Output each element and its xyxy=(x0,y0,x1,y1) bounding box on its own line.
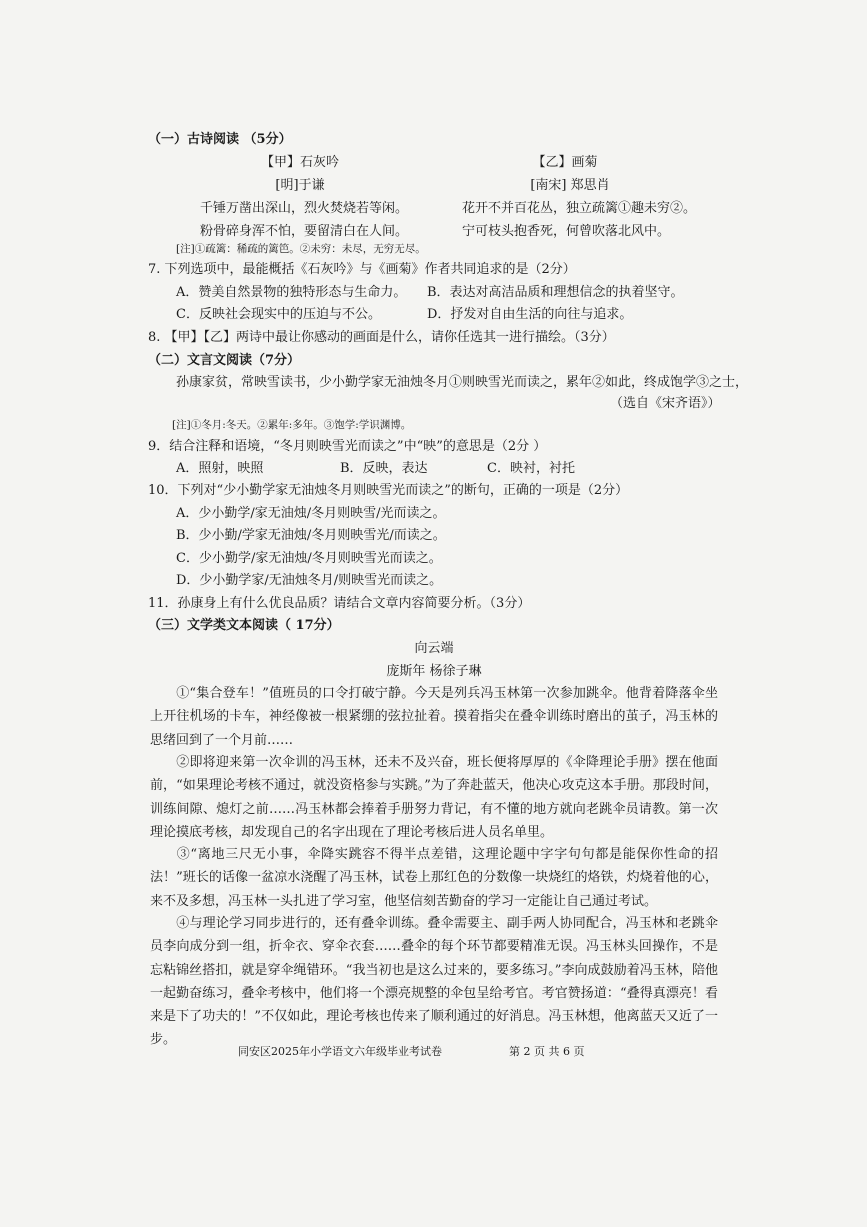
poem-note: [注]①疏篱：稀疏的篱笆。②未穷：未尽，无穷无尽。 xyxy=(176,243,426,255)
classical-source: （选自《宋齐语》） xyxy=(610,396,721,411)
story-paragraph-1-text: ①“集合登车！”值班员的口令打破宁静。今天是列兵冯玉林第一次参加跳伞。他背着降落伞坐上开往机场的卡车，神经像被一根紧绷的弦拉扯着。摸着指尖在叠伞训练时磨出的茧子，冯玉林的思绪回到了一个月前…… xyxy=(150,686,718,748)
story-paragraph-4-text: ④与理论学习同步进行的，还有叠伞训练。叠伞需要主、副手两人协同配合，冯玉林和老跳伞员李向成分到一组，折伞衣、穿伞衣套……叠伞的每个环节都要精准无误。冯玉林头回操作，不是忘粘锦丝搭扣，就是穿伞绳错环。“我当初也是这么过来的，要多练习。”李向成鼓励着冯玉林，陪他一起勤奋练习，叠伞考核中，他们将一个漂亮规整的伞包呈给考官。考官赞扬道：“叠得真漂亮！看来是下了功夫的！”不仅如此，理论考核也传来了顺利通过的好消息。冯玉林想，他离蓝天又近了一步。 xyxy=(150,916,718,1048)
question-11: 11．孙康身上有什么优良品质？请结合文章内容简要分析。（3分） xyxy=(148,596,531,611)
question-9-option-c: C．映衬，衬托 xyxy=(487,461,575,476)
question-10: 10．下列对“少小勤学家无油烛冬月则映雪光而读之”的断句，正确的一项是（2分） xyxy=(148,483,629,498)
question-10-option-d: D．少小勤学家/无油烛冬月/则映雪光而读之。 xyxy=(176,573,443,588)
question-9-option-b: B．反映，表达 xyxy=(340,461,428,476)
poem-a-title: 【甲】石灰吟 xyxy=(260,155,339,170)
section-3-heading: （三）文学类文本阅读（ 17分） xyxy=(148,618,340,633)
question-7-option-d: D．抒发对自由生活的向往与追求。 xyxy=(427,307,633,322)
poem-a-line-2: 粉骨碎身浑不怕，要留清白在人间。 xyxy=(200,224,409,239)
footer-page-number: 第 2 页 共 6 页 xyxy=(509,1045,585,1058)
poem-b-title: 【乙】画菊 xyxy=(532,155,598,170)
classical-text: 孙康家贫，常映雪读书，少小勤学家无油烛冬月①则映雪光而读之，累年②如此，终成饱学③之士， xyxy=(176,375,749,390)
question-8: 8. 【甲】【乙】两诗中最让你感动的画面是什么，请你任选其一进行描绘。（3分） xyxy=(148,330,615,345)
story-paragraph-4 xyxy=(150,912,718,1048)
poem-b-line-2: 宁可枝头抱香死，何曾吹落北风中。 xyxy=(462,224,671,239)
story-paragraph-3-text: ③“离地三尺无小事，伞降实跳容不得半点差错，这理论题中字字句句都是能保你性命的招法！”班长的话像一盆凉水浇醒了冯玉林，试卷上那红色的分数像一块烧红的烙铁，灼烧着他的心，来不及多想，冯玉林一头扎进了学习室，他坚信刻苦勤奋的学习一定能让自己通过考试。 xyxy=(150,847,718,909)
question-10-option-c: C．少小勤学/家无油烛/冬月则映雪光而读之。 xyxy=(176,551,442,566)
poem-a-author: [明]于谦 xyxy=(275,178,325,193)
story-paragraph-2-text: ②即将迎来第一次伞训的冯玉林，还未不及兴奋，班长便将厚厚的《伞降理论手册》摆在他面前，“如果理论考核不通过，就没资格参与实跳。”为了奔赴蓝天，他决心攻克这本手册。那段时间，训练间隙、熄灯之前……冯玉林都会捧着手册努力背记，有不懂的地方就向老跳伞员请教。第一次理论摸底考核，却发现自己的名字出现在了理论考核后进人员名单里。 xyxy=(150,755,718,840)
classical-note: [注]①冬月:冬天。②累年:多年。③饱学:学识渊博。 xyxy=(172,419,412,431)
story-paragraph-1 xyxy=(150,682,718,752)
question-9: 9．结合注释和语境，“冬月则映雪光而读之”中“映”的意思是（2分 ） xyxy=(148,439,547,454)
question-7-option-b: B．表达对高洁品质和理想信念的执着坚守。 xyxy=(427,285,684,300)
question-7-option-c: C．反映社会现实中的压迫与不公。 xyxy=(176,307,381,322)
poem-b-line-1: 花开不并百花丛，独立疏篱①趣未穷②。 xyxy=(462,201,697,216)
question-7: 7. 下列选项中，最能概括《石灰吟》与《画菊》作者共同追求的是（2分） xyxy=(148,262,576,277)
question-7-option-a: A．赞美自然景物的独特形态与生命力。 xyxy=(176,285,407,300)
section-2-heading: （二）文言文阅读（7分） xyxy=(148,353,301,368)
section-1-heading: （一）古诗阅读 （5分） xyxy=(148,132,292,147)
story-title: 向云端 xyxy=(414,641,454,656)
poem-a-line-1: 千锤万凿出深山，烈火焚烧若等闲。 xyxy=(200,201,409,216)
poem-b-author: [南宋] 郑思肖 xyxy=(530,178,610,193)
story-paragraph-2 xyxy=(150,751,718,844)
question-10-option-b: B．少小勤/学家无油烛/冬月则映雪光/而读之。 xyxy=(176,528,446,543)
footer-exam-title: 同安区2025年小学语文六年级毕业考试卷 xyxy=(238,1045,442,1058)
story-paragraph-3 xyxy=(150,843,718,913)
story-author: 庞斯年 杨徐子琳 xyxy=(386,664,482,679)
question-10-option-a: A．少小勤学/家无油烛/冬月则映雪/光而读之。 xyxy=(176,506,446,521)
question-9-option-a: A．照射，映照 xyxy=(176,461,264,476)
